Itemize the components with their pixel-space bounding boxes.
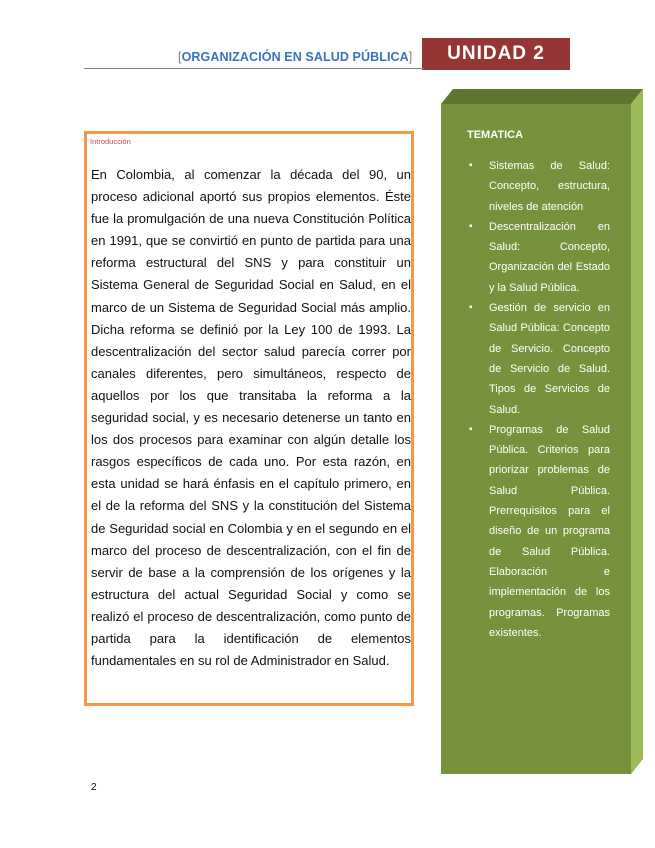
list-item-text: Descentralización en Salud: Concepto, Organización del Estado y la Salud Pública. (489, 220, 610, 294)
list-item-text: Gestión de servicio en Salud Pública: Concepto de Servicio. Concepto de Servicio de Salud. Tipos de Servicios de Salud. (489, 302, 610, 416)
panel-top-face (441, 89, 643, 104)
page-number: 2 (91, 782, 97, 793)
list-item (467, 217, 610, 298)
tematica-title: TEMATICA (467, 129, 524, 141)
bullet-icon: ▪ (469, 220, 473, 232)
list-item-text: Programas de Salud Pública. Criterios para priorizar problemas de Salud Pública. Prerrequisitos para el diseño de un programa de Salud Pública. Elaboración e implementación de los programas. Programas existentes. (489, 423, 610, 639)
header-title: ORGANIZACIÓN EN SALUD PÚBLICA (181, 50, 409, 64)
intro-paragraph: En Colombia, al comenzar la década del 90, un proceso adicional aportó sus propios elementos. Éste fue la promulgación de una nueva Constitución Política en 1991, que se convirtió en punto de partida para una reforma estructural del SNS y para constituir un Sistema General de Seguridad Social en Salud, en el marco de un Sistema de Seguridad Social más amplio. Dicha reforma se definió por la Ley 100 de 1993. La descentralización del sector salud parecía correr por canales diferentes, pero simultáneos, respecto de aquellos por los que transitaba la reforma a la seguridad social, y es necesario detenerse un tanto en los dos procesos para examinar con algún detalle los rasgos específicos de cada uno. Por esta razón, en esta unidad se hará énfasis en el capítulo primero, en el de la reforma del SNS y la constitución del Sistema de Seguridad social en Colombia y en el segundo en el marco del proceso de descentralización, con el fin de servir de base a la comprensión de los orígenes y la estructura del actual Seguridad Social y como se realizó el proceso de descentralización, como punto de partida para la identificación de elementos fundamentales en su rol de Administrador en Salud. (91, 167, 411, 669)
panel-side-face (631, 89, 643, 774)
header-bracket-close: ] (408, 50, 413, 64)
bullet-icon: ▪ (469, 160, 473, 171)
bullet-icon: ▪ (469, 423, 473, 435)
list-item (467, 298, 610, 420)
header-bracket-open: [ (178, 50, 182, 64)
tematica-list (467, 156, 610, 643)
intro-label: Introducción (90, 137, 131, 146)
list-item (467, 420, 610, 643)
unit-badge: UNIDAD 2 (422, 38, 570, 70)
list-item-text: Sistemas de Salud: Concepto, estructura, niveles de atención (489, 160, 610, 213)
bullet-icon: ▪ (469, 302, 473, 314)
list-item (467, 156, 610, 217)
